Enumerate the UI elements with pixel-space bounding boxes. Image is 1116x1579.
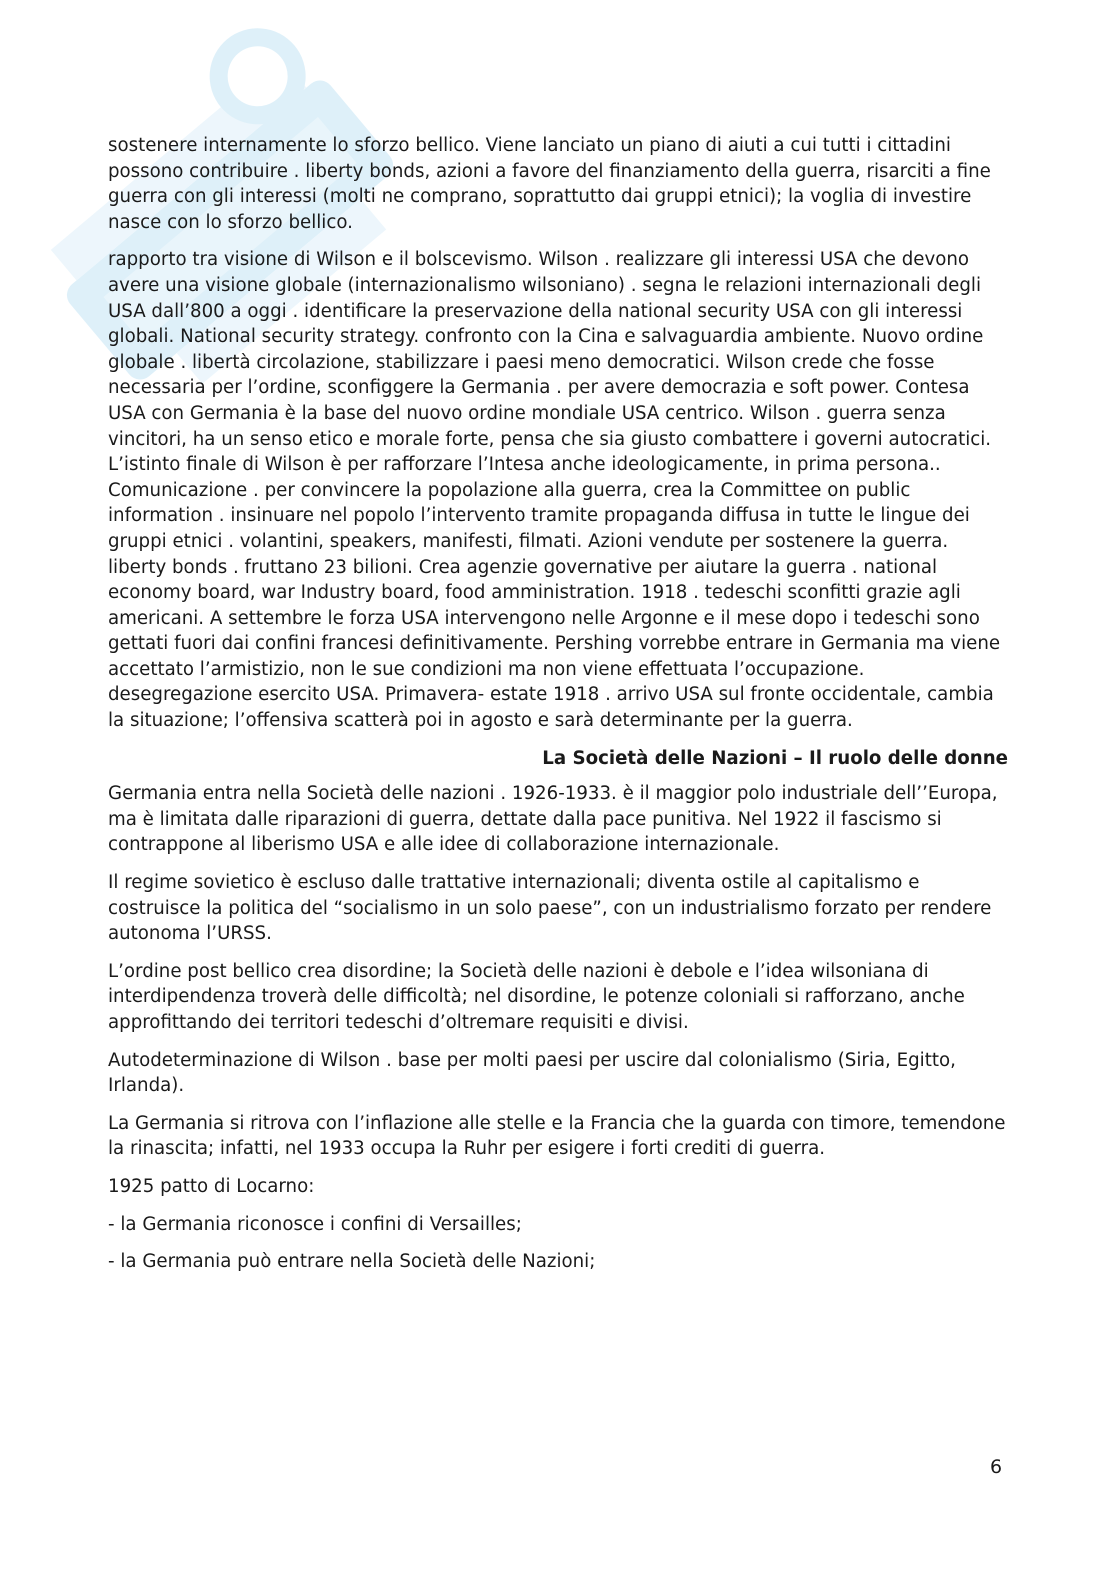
- list-item: - la Germania può entrare nella Società delle Nazioni;: [108, 1251, 596, 1273]
- section-heading: La Società delle Nazioni – Il ruolo delle donne: [542, 747, 1008, 769]
- paragraph: Germania entra nella Società delle nazioni . 1926-1933. è il maggior polo industriale dell’’Europa, ma è limitata dalle riparazioni di guerra, dettate dalla pace punitiva. Nel 1922 il fascismo si contrappone al liberismo USA e alle idee di collaborazione internazionale.: [108, 783, 998, 856]
- paragraph: 1925 patto di Locarno:: [108, 1175, 315, 1197]
- paragraph: sostenere internamente lo sforzo bellico. Viene lanciato un piano di aiuti a cui tutti i cittadini possono contribuire . liberty bonds, azioni a favore del finanziamento della guerra, risarciti a fine guerra con gli interessi (molti ne comprano, soprattutto dai gruppi etnici); la voglia di investire nasce con lo sforzo bellico.: [108, 135, 991, 233]
- page-number: 6: [990, 1456, 1003, 1478]
- paragraph: Autodeterminazione di Wilson . base per molti paesi per uscire dal colonialismo (Siria, Egitto, Irlanda).: [108, 1049, 956, 1097]
- paragraph: rapporto tra visione di Wilson e il bolscevismo. Wilson . realizzare gli interessi USA che devono avere una visione globale (internazionalismo wilsoniano) . segna le relazioni internazionali degli USA dall’800 a oggi . identificare la preservazione della national security USA con gli interessi globali. National security strategy. confronto con la Cina e salvaguardia ambiente. Nuovo ordine globale . libertà circolazione, stabilizzare i paesi meno democratici. Wilson crede che fosse necessaria per l’ordine, sconfiggere la Germania . per avere democrazia e soft power. Contesa USA con Germania è la base del nuovo ordine mondiale USA centrico. Wilson . guerra senza vincitori, ha un senso etico e morale forte, pensa che sia giusto combattere i governi autocratici. L’istinto finale di Wilson è per rafforzare l’Intesa anche ideologicamente, in prima persona.. Comunicazione . per convincere la popolazione alla guerra, crea la Committee on public information . insinuare nel popolo l’intervento tramite propaganda diffusa in tutte le lingue dei gruppi etnici . volantini, speakers, manifesti, filmati. Azioni vendute per sostenere la guerra. liberty bonds . fruttano 23 bilioni. Crea agenzie governative per aiutare la guerra . national economy board, war Industry board, food amministration. 1918 . tedeschi sconfitti grazie agli americani. A settembre le forza USA intervengono nelle Argonne e il mese dopo i tedeschi sono gettati fuori dai confini francesi definitivamente. Pershing vorrebbe entrare in Germania ma viene accettato l’armistizio, non le sue condizioni ma non viene effettuata l’occupazione. desegregazione esercito USA. Primavera- estate 1918 . arrivo USA sul fronte occidentale, cambia la situazione; l’offensiva scatterà poi in agosto e sarà determinante per la guerra.: [108, 249, 1001, 732]
- paragraph: L’ordine post bellico crea disordine; la Società delle nazioni è debole e l’idea wilsoniana di interdipendenza troverà delle difficoltà; nel disordine, le potenze coloniali si rafforzano, anche approfittando dei territori tedeschi d’oltremare requisiti e divisi.: [108, 960, 965, 1033]
- document-body: [108, 133, 1008, 1287]
- paragraph: Il regime sovietico è escluso dalle trattative internazionali; diventa ostile al capitalismo e costruisce la politica del “socialismo in un solo paese”, con un industrialismo forzato per rendere autonoma l’URSS.: [108, 872, 992, 945]
- paragraph: La Germania si ritrova con l’inflazione alle stelle e la Francia che la guarda con timore, temendone la rinascita; infatti, nel 1933 occupa la Ruhr per esigere i forti crediti di guerra.: [108, 1112, 1006, 1160]
- list-item: - la Germania riconosce i confini di Versailles;: [108, 1213, 522, 1235]
